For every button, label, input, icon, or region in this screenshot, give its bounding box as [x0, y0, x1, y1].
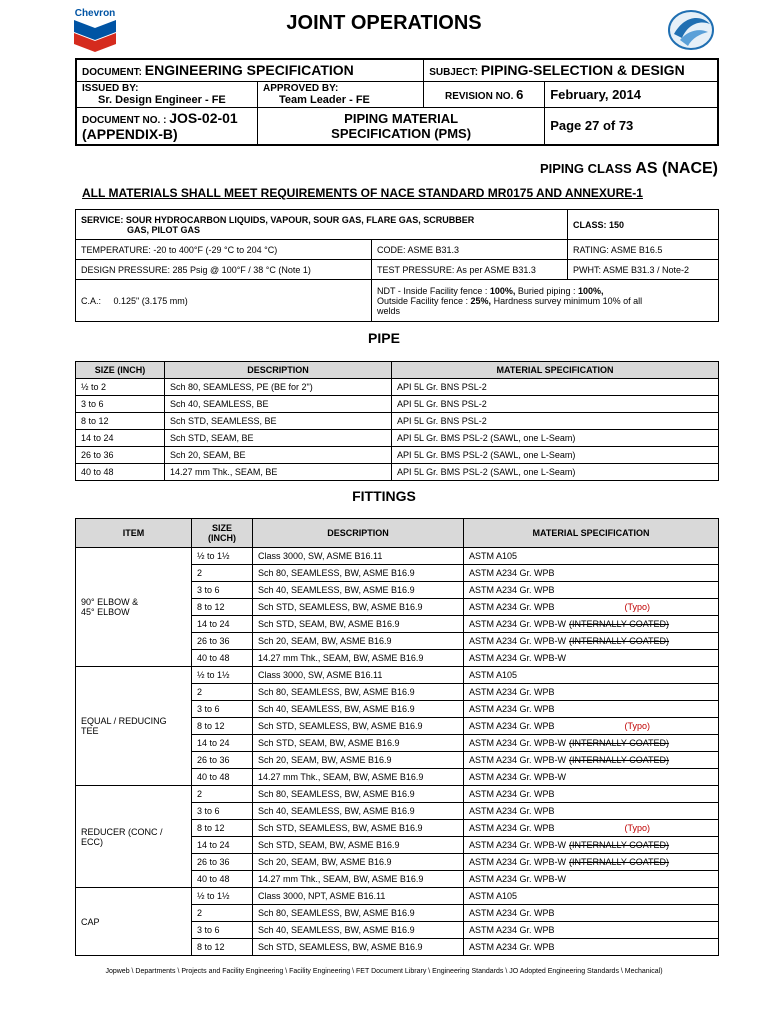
column-header: MATERIAL SPECIFICATION: [392, 362, 719, 379]
size-header-line: (INCH): [208, 533, 236, 543]
description-cell: [253, 684, 464, 701]
column-header: MATERIAL SPECIFICATION: [464, 519, 719, 548]
document-label: DOCUMENT:: [82, 67, 142, 79]
size-text: 14 to 24: [197, 619, 230, 629]
size-text: 40 to 48: [197, 772, 230, 782]
table-row: [76, 430, 719, 447]
description-cell: [253, 582, 464, 599]
ndt-text: NDT - Inside Facility fence :: [377, 285, 490, 296]
size-cell: ½ to 2: [76, 379, 165, 396]
size-cell: 3 to 6: [76, 396, 165, 413]
item-cell: [76, 786, 192, 888]
material-cell: [464, 548, 719, 565]
pms-cell: [258, 107, 545, 145]
material-text: ASTM A234 Gr. WPB: [469, 687, 555, 697]
table-row: [76, 413, 719, 430]
size-text: ½ to 1½: [197, 891, 230, 901]
size-cell: [192, 684, 253, 701]
item-label: TEE: [81, 726, 99, 736]
issued-label: ISSUED BY:: [82, 82, 139, 94]
size-cell: [192, 752, 253, 769]
item-label: REDUCER (CONC /: [81, 826, 163, 837]
material-text: ASTM A234 Gr. WPB: [469, 806, 555, 816]
fittings-table: [75, 518, 719, 956]
description-text: Class 3000, SW, ASME B16.11: [258, 670, 383, 680]
size-cell: [192, 871, 253, 888]
description-cell: Sch STD, SEAM, BE: [165, 430, 392, 447]
description-cell: [253, 786, 464, 803]
ndt-text: Outside Facility fence :: [377, 295, 471, 306]
item-label: 45° ELBOW: [81, 607, 130, 617]
size-text: 3 to 6: [197, 704, 220, 714]
revision-value: 6: [516, 86, 524, 102]
material-text: ASTM A234 Gr. WPB: [469, 789, 555, 799]
document-number-cell: [76, 107, 258, 145]
typo-note: (Typo): [624, 721, 651, 731]
pipe-section-title: PIPE: [368, 330, 400, 346]
description-text: Sch 80, SEAMLESS, BW, ASME B16.9: [258, 908, 415, 918]
description-cell: [253, 667, 464, 684]
internally-coated-strikethrough: (INTERNALLY COATED): [569, 738, 670, 748]
material-cell: [464, 786, 719, 803]
material-cell: API 5L Gr. BMS PSL-2 (SAWL, one L-Seam): [392, 464, 719, 481]
docno-label: DOCUMENT NO. :: [82, 114, 167, 126]
description-text: Class 3000, SW, ASME B16.11: [258, 551, 383, 561]
service-label: SERVICE:: [81, 214, 124, 225]
description-cell: [253, 939, 464, 956]
material-text: ASTM A234 Gr. WPB-W: [469, 738, 567, 748]
item-label: ECC): [81, 836, 103, 847]
size-text: 2: [197, 568, 203, 578]
material-cell: [464, 820, 719, 837]
description-text: Sch STD, SEAMLESS, BW, ASME B16.9: [258, 721, 423, 731]
description-text: Sch 40, SEAMLESS, BW, ASME B16.9: [258, 806, 415, 816]
table-row: [76, 379, 719, 396]
class-cell: [568, 210, 719, 240]
item-cell: [76, 888, 192, 956]
svg-text:Chevron: Chevron: [74, 8, 116, 19]
nace-requirement: ALL MATERIALS SHALL MEET REQUIREMENTS OF NACE STANDARD MR0175 AND ANNEXURE-1: [82, 186, 643, 200]
size-cell: [192, 735, 253, 752]
table-row: [76, 786, 719, 803]
joint-operations-logo: [664, 6, 718, 52]
size-cell: [192, 786, 253, 803]
material-cell: [464, 854, 719, 871]
column-header: [192, 519, 253, 548]
description-text: Sch STD, SEAMLESS, BW, ASME B16.9: [258, 823, 423, 833]
description-text: Sch 20, SEAM, BW, ASME B16.9: [258, 755, 392, 765]
ndt-percent: 100%,: [577, 285, 604, 296]
size-text: 40 to 48: [197, 874, 230, 884]
description-text: Sch 40, SEAMLESS, BW, ASME B16.9: [258, 925, 415, 935]
ndt-cell: [372, 280, 719, 322]
ndt-text: Buried piping :: [515, 285, 578, 296]
material-cell: [464, 803, 719, 820]
subject-cell: [424, 59, 718, 81]
material-text: ASTM A234 Gr. WPB: [469, 721, 555, 731]
ca-value: 0.125" (3.175 mm): [113, 295, 188, 306]
material-text: ASTM A234 Gr. WPB: [469, 602, 555, 612]
service-line1: SOUR HYDROCARBON LIQUIDS, VAPOUR, SOUR GAS, FLARE GAS, SCRUBBER: [125, 214, 475, 225]
size-cell: [192, 837, 253, 854]
description-cell: [253, 548, 464, 565]
size-cell: [192, 582, 253, 599]
typo-note: (Typo): [624, 823, 651, 833]
material-text: ASTM A234 Gr. WPB-W: [469, 636, 567, 646]
size-cell: [192, 854, 253, 871]
document-value: ENGINEERING SPECIFICATION: [144, 62, 354, 79]
description-cell: [253, 718, 464, 735]
service-line2: GAS, PILOT GAS: [127, 224, 201, 235]
item-label: 90° ELBOW &: [81, 597, 139, 607]
size-cell: [192, 922, 253, 939]
description-cell: [253, 820, 464, 837]
table-row: [76, 396, 719, 413]
test-pressure-cell: TEST PRESSURE: As per ASME B31.3: [372, 260, 568, 280]
description-text: Sch 80, SEAMLESS, BW, ASME B16.9: [258, 568, 415, 578]
material-cell: [464, 582, 719, 599]
material-cell: [464, 718, 719, 735]
size-text: 8 to 12: [197, 721, 225, 731]
size-cell: [192, 905, 253, 922]
size-cell: 26 to 36: [76, 447, 165, 464]
description-text: Sch STD, SEAMLESS, BW, ASME B16.9: [258, 602, 423, 612]
internally-coated-strikethrough: (INTERNALLY COATED): [569, 857, 670, 867]
pms-line1: PIPING MATERIAL: [344, 110, 459, 126]
material-text: ASTM A105: [469, 670, 518, 680]
piping-class-name: AS (NACE): [635, 160, 718, 177]
corrosion-allowance-cell: [76, 280, 372, 322]
document-cell: [76, 59, 424, 81]
size-cell: [192, 667, 253, 684]
material-cell: [464, 667, 719, 684]
description-text: 14.27 mm Thk., SEAM, BW, ASME B16.9: [258, 772, 424, 782]
description-text: Sch STD, SEAM, BW, ASME B16.9: [258, 619, 400, 629]
table-row: [76, 464, 719, 481]
internally-coated-strikethrough: (INTERNALLY COATED): [569, 840, 670, 850]
description-cell: Sch STD, SEAMLESS, BE: [165, 413, 392, 430]
material-text: ASTM A234 Gr. WPB: [469, 704, 555, 714]
date-cell: February, 2014: [545, 81, 718, 107]
material-cell: [464, 599, 719, 616]
description-cell: [253, 633, 464, 650]
size-text: ½ to 1½: [197, 551, 230, 561]
size-text: 8 to 12: [197, 942, 225, 952]
ndt-percent: 25%,: [470, 295, 492, 306]
description-cell: [253, 650, 464, 667]
table-row: [76, 447, 719, 464]
typo-note: (Typo): [624, 602, 651, 612]
service-conditions-table: [75, 209, 719, 322]
item-label: CAP: [81, 916, 100, 927]
document-header-table: [75, 58, 719, 146]
material-cell: [464, 871, 719, 888]
docno-appendix: (APPENDIX-B): [82, 125, 178, 142]
size-text: 2: [197, 789, 203, 799]
material-text: ASTM A234 Gr. WPB: [469, 925, 555, 935]
material-cell: [464, 922, 719, 939]
size-text: ½ to 1½: [197, 670, 230, 680]
description-text: Sch 40, SEAMLESS, BW, ASME B16.9: [258, 704, 415, 714]
size-text: 26 to 36: [197, 755, 230, 765]
material-text: ASTM A234 Gr. WPB: [469, 585, 555, 595]
material-text: ASTM A234 Gr. WPB: [469, 568, 555, 578]
size-cell: [192, 701, 253, 718]
material-text: ASTM A234 Gr. WPB-W: [469, 772, 567, 782]
description-text: Sch STD, SEAMLESS, BW, ASME B16.9: [258, 942, 423, 952]
material-text: ASTM A234 Gr. WPB: [469, 908, 555, 918]
revision-cell: [424, 81, 545, 107]
material-cell: [464, 837, 719, 854]
internally-coated-strikethrough: (INTERNALLY COATED): [569, 619, 670, 629]
ndt-text: welds: [377, 305, 401, 316]
description-cell: [253, 803, 464, 820]
size-text: 3 to 6: [197, 806, 220, 816]
material-text: ASTM A234 Gr. WPB-W: [469, 857, 567, 867]
description-cell: [253, 599, 464, 616]
column-header: DESCRIPTION: [253, 519, 464, 548]
internally-coated-strikethrough: (INTERNALLY COATED): [569, 755, 670, 765]
description-cell: [253, 871, 464, 888]
material-cell: [464, 888, 719, 905]
size-cell: 14 to 24: [76, 430, 165, 447]
code-cell: CODE: ASME B31.3: [372, 240, 568, 260]
description-text: Sch 40, SEAMLESS, BW, ASME B16.9: [258, 585, 415, 595]
issued-value: Sr. Design Engineer - FE: [98, 93, 226, 106]
material-text: ASTM A234 Gr. WPB-W: [469, 653, 567, 663]
size-text: 8 to 12: [197, 602, 225, 612]
description-text: Class 3000, NPT, ASME B16.11: [258, 891, 386, 901]
ca-label: C.A.:: [81, 295, 102, 306]
subject-value: PIPING-SELECTION & DESIGN: [480, 62, 685, 79]
material-cell: [464, 650, 719, 667]
description-cell: Sch 80, SEAMLESS, PE (BE for 2"): [165, 379, 392, 396]
size-text: 3 to 6: [197, 585, 220, 595]
column-header: DESCRIPTION: [165, 362, 392, 379]
description-cell: [253, 905, 464, 922]
piping-class-title: [0, 160, 718, 178]
approved-label: APPROVED BY:: [263, 82, 339, 94]
description-cell: [253, 837, 464, 854]
description-text: Sch STD, SEAM, BW, ASME B16.9: [258, 738, 400, 748]
ndt-text: Hardness survey minimum 10% of all: [491, 295, 643, 306]
description-cell: [253, 616, 464, 633]
fittings-section-title: FITTINGS: [352, 488, 416, 504]
description-text: 14.27 mm Thk., SEAM, BW, ASME B16.9: [258, 653, 424, 663]
class-label: CLASS:: [573, 219, 607, 230]
size-text: 2: [197, 687, 203, 697]
size-text: 8 to 12: [197, 823, 225, 833]
description-text: Sch 20, SEAM, BW, ASME B16.9: [258, 636, 392, 646]
item-cell: [76, 548, 192, 667]
item-label: EQUAL / REDUCING: [81, 716, 167, 726]
size-cell: [192, 820, 253, 837]
subject-label: SUBJECT:: [429, 67, 479, 79]
size-cell: 40 to 48: [76, 464, 165, 481]
table-row: [76, 888, 719, 905]
internally-coated-strikethrough: (INTERNALLY COATED): [569, 636, 670, 646]
size-cell: [192, 803, 253, 820]
material-cell: [464, 905, 719, 922]
temperature-cell: TEMPERATURE: -20 to 400°F (-29 °C to 204 °C): [76, 240, 372, 260]
issued-by-cell: [76, 81, 258, 107]
material-cell: [464, 769, 719, 786]
description-text: Sch 20, SEAM, BW, ASME B16.9: [258, 857, 392, 867]
page-number: Page 27 of 73: [545, 107, 718, 145]
page-title: JOINT OPERATIONS: [286, 12, 482, 34]
size-text: 14 to 24: [197, 840, 230, 850]
material-cell: [464, 939, 719, 956]
pwht-cell: PWHT: ASME B31.3 / Note-2: [568, 260, 719, 280]
service-cell: [76, 210, 568, 240]
pms-line2: SPECIFICATION (PMS): [331, 125, 472, 141]
size-text: 14 to 24: [197, 738, 230, 748]
revision-label: REVISION NO.: [445, 90, 514, 102]
description-cell: [253, 752, 464, 769]
docno-value: JOS-02-01: [169, 109, 238, 126]
size-text: 26 to 36: [197, 636, 230, 646]
description-cell: [253, 854, 464, 871]
description-cell: [253, 701, 464, 718]
material-cell: [464, 565, 719, 582]
description-cell: Sch 20, SEAM, BE: [165, 447, 392, 464]
material-cell: API 5L Gr. BMS PSL-2 (SAWL, one L-Seam): [392, 430, 719, 447]
material-text: ASTM A234 Gr. WPB-W: [469, 840, 567, 850]
size-cell: [192, 565, 253, 582]
material-cell: [464, 701, 719, 718]
column-header: ITEM: [76, 519, 192, 548]
material-cell: API 5L Gr. BNS PSL-2: [392, 379, 719, 396]
size-cell: [192, 633, 253, 650]
description-cell: [253, 922, 464, 939]
footer-path: Jopweb \ Departments \ Projects and Facility Engineering \ Facility Engineering \ FET Document Library \ Engineering Standards \ JO Adopted Engineering Standards \ Mechanical): [105, 968, 663, 975]
class-value: 150: [609, 219, 625, 230]
material-cell: API 5L Gr. BMS PSL-2 (SAWL, one L-Seam): [392, 447, 719, 464]
design-pressure-cell: DESIGN PRESSURE: 285 Psig @ 100°F / 38 °C (Note 1): [76, 260, 372, 280]
size-header-line: SIZE: [211, 523, 232, 533]
table-row: [76, 667, 719, 684]
size-cell: [192, 548, 253, 565]
piping-class-prefix: PIPING CLASS: [539, 161, 632, 176]
material-text: ASTM A234 Gr. WPB: [469, 823, 555, 833]
description-cell: [253, 735, 464, 752]
material-cell: API 5L Gr. BNS PSL-2: [392, 396, 719, 413]
material-cell: API 5L Gr. BNS PSL-2: [392, 413, 719, 430]
description-cell: Sch 40, SEAMLESS, BE: [165, 396, 392, 413]
material-cell: [464, 735, 719, 752]
material-cell: [464, 633, 719, 650]
size-text: 2: [197, 908, 203, 918]
description-text: 14.27 mm Thk., SEAM, BW, ASME B16.9: [258, 874, 424, 884]
ndt-percent: 100%,: [489, 285, 516, 296]
description-text: Sch 80, SEAMLESS, BW, ASME B16.9: [258, 687, 415, 697]
size-cell: [192, 650, 253, 667]
material-text: ASTM A105: [469, 891, 518, 901]
size-text: 26 to 36: [197, 857, 230, 867]
column-header: SIZE (INCH): [76, 362, 165, 379]
material-text: ASTM A234 Gr. WPB: [469, 942, 555, 952]
material-cell: [464, 752, 719, 769]
material-cell: [464, 616, 719, 633]
size-cell: [192, 718, 253, 735]
description-text: Sch 80, SEAMLESS, BW, ASME B16.9: [258, 789, 415, 799]
size-cell: [192, 939, 253, 956]
size-cell: [192, 888, 253, 905]
description-text: Sch STD, SEAM, BW, ASME B16.9: [258, 840, 400, 850]
description-cell: [253, 769, 464, 786]
size-cell: 8 to 12: [76, 413, 165, 430]
material-text: ASTM A234 Gr. WPB-W: [469, 619, 567, 629]
material-text: ASTM A105: [469, 551, 518, 561]
material-text: ASTM A234 Gr. WPB-W: [469, 755, 567, 765]
approved-value: Team Leader - FE: [279, 93, 370, 106]
rating-cell: RATING: ASME B16.5: [568, 240, 719, 260]
approved-by-cell: [258, 81, 424, 107]
size-cell: [192, 769, 253, 786]
size-text: 3 to 6: [197, 925, 220, 935]
size-text: 40 to 48: [197, 653, 230, 663]
size-cell: [192, 599, 253, 616]
size-cell: [192, 616, 253, 633]
table-row: [76, 548, 719, 565]
pipe-table: [75, 361, 719, 481]
item-cell: [76, 667, 192, 786]
description-cell: [253, 888, 464, 905]
description-cell: 14.27 mm Thk., SEAM, BE: [165, 464, 392, 481]
description-cell: [253, 565, 464, 582]
material-cell: [464, 684, 719, 701]
material-text: ASTM A234 Gr. WPB-W: [469, 874, 567, 884]
